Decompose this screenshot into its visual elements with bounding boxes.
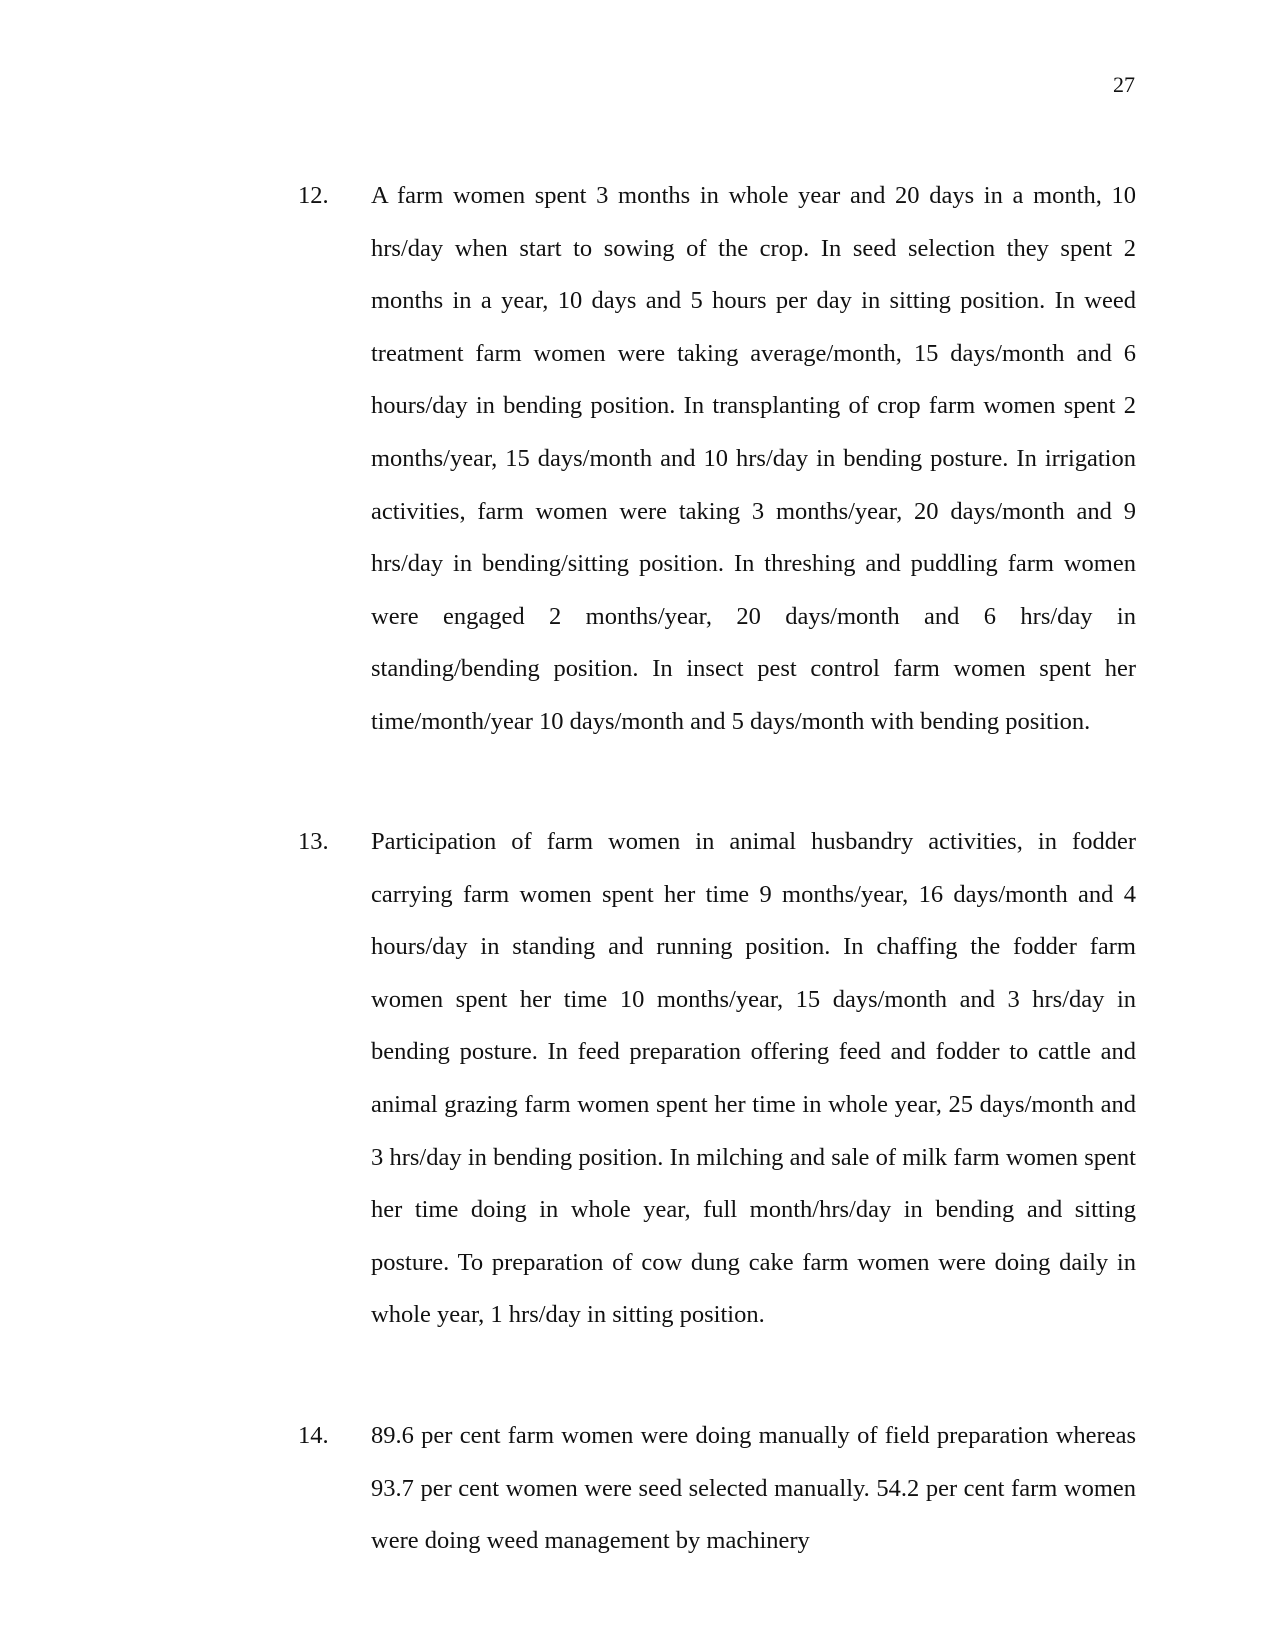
list-item: [298, 1410, 1136, 1568]
item-number: 14.: [298, 1422, 329, 1449]
list-item: [298, 816, 1136, 1342]
item-paragraph: A farm women spent 3 months in whole year and 20 days in a month, 10 hrs/day when start to sowing of the crop. In seed selection they spent 2 months in a year, 10 days and 5 hours per day in sitting position. In weed treatment farm women were taking average/month, 15 days/month and 6 hours/day in bending position. In transplanting of crop farm women spent 2 months/year, 15 days/month and 10 hrs/day in bending posture. In irrigation activities, farm women were taking 3 months/year, 20 days/month and 9 hrs/day in bending/sitting position. In threshing and puddling farm women were engaged 2 months/year, 20 days/month and 6 hrs/day in standing/bending position. In insect pest control farm women spent her time/month/year 10 days/month and 5 days/month with bending position.: [371, 182, 1136, 735]
item-paragraph: 89.6 per cent farm women were doing manually of field preparation whereas 93.7 per cent women were seed selected manually. 54.2 per cent farm women were doing weed management by machinery: [371, 1422, 1136, 1555]
item-number: 13.: [298, 828, 329, 855]
list-item: [298, 170, 1136, 749]
page-number: 27: [1113, 72, 1135, 97]
item-number: 12.: [298, 182, 329, 209]
item-paragraph: Participation of farm women in animal husbandry activities, in fodder carrying farm women spent her time 9 months/year, 16 days/month and 4 hours/day in standing and running position. In chaffing the fodder farm women spent her time 10 months/year, 15 days/month and 3 hrs/day in bending posture. In feed preparation offering feed and fodder to cattle and animal grazing farm women spent her time in whole year, 25 days/month and 3 hrs/day in bending position. In milching and sale of milk farm women spent her time doing in whole year, full month/hrs/day in bending and sitting posture. To preparation of cow dung cake farm women were doing daily in whole year, 1 hrs/day in sitting position.: [371, 828, 1136, 1329]
